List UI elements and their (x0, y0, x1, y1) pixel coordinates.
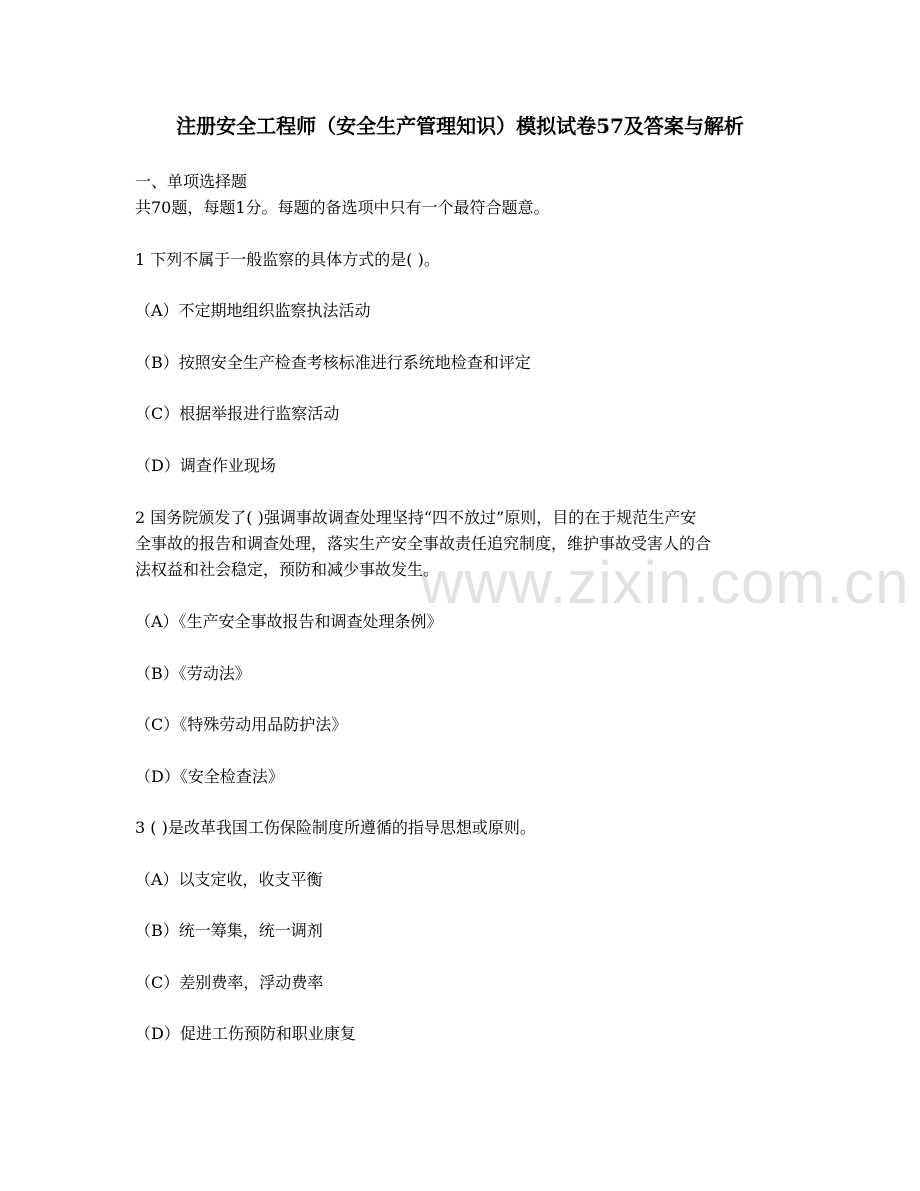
question-2-option-a: （A）《生产安全事故报告和调查处理条例》 (135, 612, 443, 631)
question-2-option-d: （D）《安全检查法》 (135, 767, 284, 786)
question-2-option-c: （C）《特殊劳动用品防护法》 (135, 715, 348, 734)
question-2-stem (135, 505, 795, 583)
question-2-stem-line: 2 国务院颁发了( )强调事故调查处理坚持“四不放过”原则，目的在于规范生产安 (135, 508, 697, 527)
question-3-option-d: （D）促进工伤预防和职业康复 (135, 1024, 356, 1043)
question-2-stem-line: 全事故的报告和调查处理，落实生产安全事故责任追究制度，维护事故受害人的合 (135, 534, 712, 553)
question-3-option-b: （B）统一筹集，统一调剂 (135, 921, 323, 940)
question-3-option-a: （A）以支定收，收支平衡 (135, 870, 323, 889)
question-3-option-c: （C）差别费率，浮动费率 (135, 973, 324, 992)
question-1-option-a: （A）不定期地组织监察执法活动 (135, 301, 371, 320)
question-3-stem: 3 ( )是改革我国工伤保险制度所遵循的指导思想或原则。 (135, 818, 536, 837)
question-1-stem: 1 下列不属于一般监察的具体方式的是( )。 (135, 250, 440, 269)
question-1-option-d: （D）调查作业现场 (135, 456, 276, 475)
document-title: 注册安全工程师（安全生产管理知识）模拟试卷57及答案与解析 (176, 114, 744, 138)
question-1-option-b: （B）按照安全生产检查考核标准进行系统地检查和评定 (135, 353, 531, 372)
watermark: www.zixin.com.cn (420, 549, 910, 616)
section-instruction: 共70题，每题1分。每题的备选项中只有一个最符合题意。 (135, 198, 550, 217)
section-heading: 一、单项选择题 (135, 172, 248, 191)
question-2-option-b: （B）《劳动法》 (135, 664, 251, 683)
question-1-option-c: （C）根据举报进行监察活动 (135, 404, 340, 423)
question-2-stem-line: 法权益和社会稳定，预防和减少事故发生。 (135, 560, 440, 579)
